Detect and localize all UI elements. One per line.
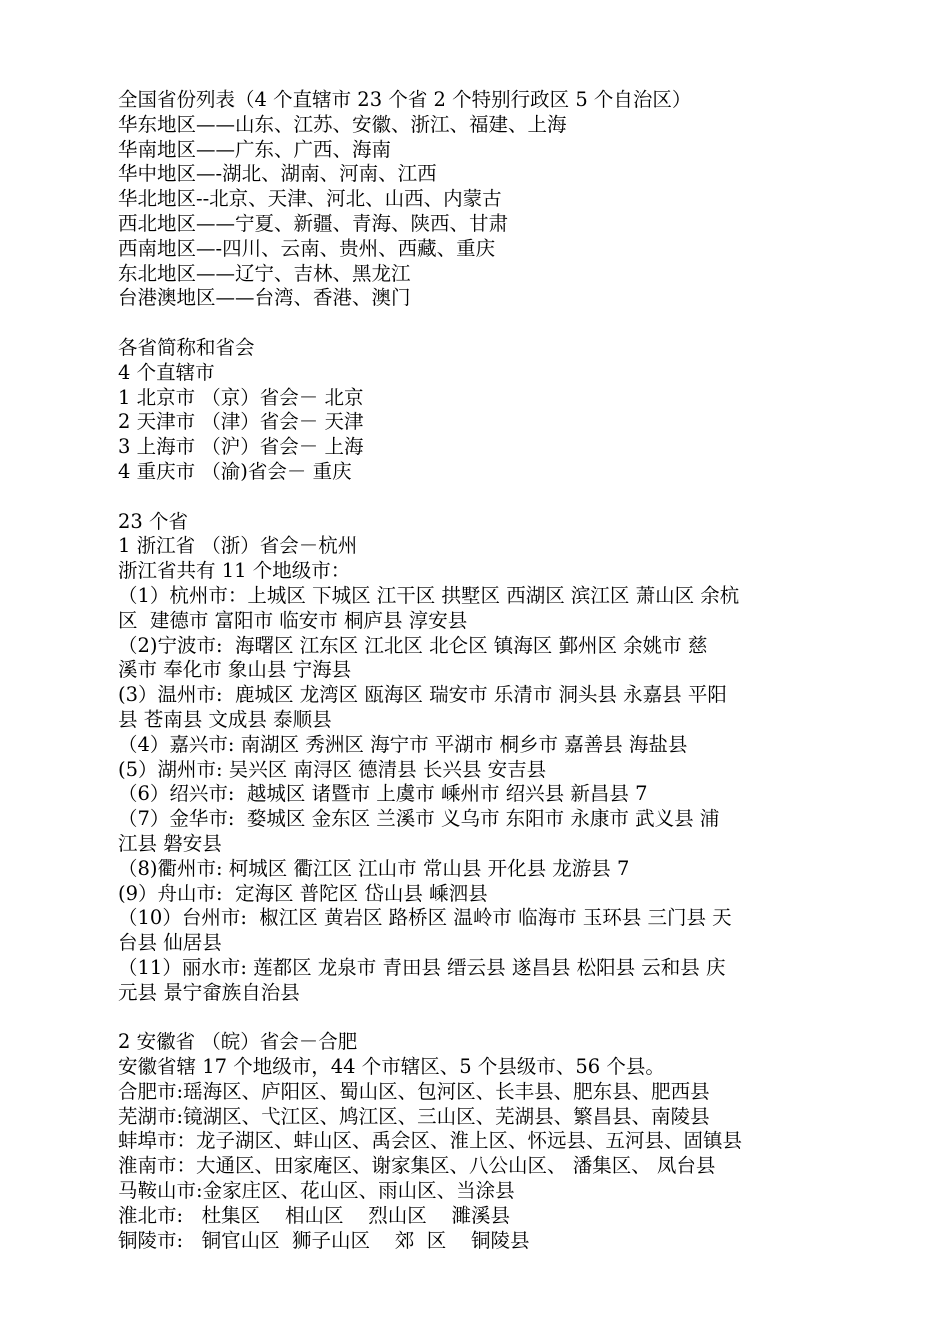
text-line: 华北地区--北京、天津、河北、山西、内蒙古 xyxy=(118,187,502,211)
text-line: 2 天津市 （津）省会－ 天津 xyxy=(118,410,364,434)
text-line: 合肥市:瑶海区、庐阳区、蜀山区、包河区、长丰县、肥东县、肥西县 xyxy=(118,1079,710,1103)
text-line: 元县 景宁畲族自治县 xyxy=(118,980,300,1004)
text-line: 3 上海市 （沪）省会－ 上海 xyxy=(118,435,364,459)
text-line: (5）湖州市: 吴兴区 南浔区 德清县 长兴县 安吉县 xyxy=(118,757,547,781)
text-line: 华东地区——山东、江苏、安徽、浙江、福建、上海 xyxy=(118,112,567,136)
text-line: （8)衢州市: 柯城区 衢江区 江山市 常山县 开化县 龙游县 7 xyxy=(118,856,630,880)
text-line: 西北地区——宁夏、新疆、青海、陕西、甘肃 xyxy=(118,211,509,235)
text-line: 县 苍南县 文成县 泰顺县 xyxy=(118,707,332,731)
text-line: （6）绍兴市: 越城区 诸暨市 上虞市 嵊州市 绍兴县 新昌县 7 xyxy=(118,782,648,806)
text-line: 1 浙江省 （浙）省会－杭州 xyxy=(118,534,358,558)
text-line: 浙江省共有 11 个地级市： xyxy=(118,559,351,583)
text-line: 安徽省辖 17 个地级市，44 个市辖区、5 个县级市、56 个县。 xyxy=(118,1055,665,1079)
text-line: 铜陵市: 铜官山区 狮子山区 郊 区 铜陵县 xyxy=(118,1228,530,1252)
text-line: 1 北京市 （京）省会－ 北京 xyxy=(118,385,364,409)
text-line: 江县 磐安县 xyxy=(118,831,222,855)
text-line: （2)宁波市: 海曙区 江东区 江北区 北仑区 镇海区 鄞州区 余姚市 慈 xyxy=(118,633,708,657)
text-line: 淮南市：大通区、田家庵区、谢家集区、八公山区、 潘集区、 凤台县 xyxy=(118,1154,716,1178)
text-line: （11）丽水市: 莲都区 龙泉市 青田县 缙云县 遂昌县 松阳县 云和县 庆 xyxy=(118,955,726,979)
text-line: 4 个直辖市 xyxy=(118,360,215,384)
blank-line xyxy=(118,311,858,336)
text-line: (9）舟山市: 定海区 普陀区 岱山县 嵊泗县 xyxy=(118,881,488,905)
text-line: 区 建德市 富阳市 临安市 桐庐县 淳安县 xyxy=(118,608,468,632)
text-line: 华南地区——广东、广西、海南 xyxy=(118,137,392,161)
text-line: 2 安徽省 （皖）省会－合肥 xyxy=(118,1030,358,1054)
text-line: （7）金华市: 婺城区 金东区 兰溪市 义乌市 东阳市 永康市 武义县 浦 xyxy=(118,807,720,831)
text-line: 西南地区—-四川、云南、贵州、西藏、重庆 xyxy=(118,236,496,260)
text-line: (3）温州市: 鹿城区 龙湾区 瓯海区 瑞安市 乐清市 洞头县 永嘉县 平阳 xyxy=(118,683,727,707)
document-body xyxy=(118,88,858,1253)
text-line: 4 重庆市 （渝)省会－ 重庆 xyxy=(118,459,352,483)
text-line: 23 个省 xyxy=(118,509,189,533)
text-line: 芜湖市:镜湖区、弋江区、鸠江区、三山区、芜湖县、繁昌县、南陵县 xyxy=(118,1104,710,1128)
text-line: （10）台州市: 椒江区 黄岩区 路桥区 温岭市 临海市 玉环县 三门县 天 xyxy=(118,906,732,930)
text-line: 马鞍山市:金家庄区、花山区、雨山区、当涂县 xyxy=(118,1179,515,1203)
blank-line xyxy=(118,485,858,510)
blank-line xyxy=(118,1005,858,1030)
text-line: 溪市 奉化市 象山县 宁海县 xyxy=(118,658,352,682)
text-line: 华中地区—-湖北、湖南、河南、江西 xyxy=(118,162,437,186)
text-line: 蚌埠市：龙子湖区、蚌山区、禹会区、淮上区、怀远县、五河县、固镇县 xyxy=(118,1129,743,1153)
text-line: （1）杭州市：上城区 下城区 江干区 拱墅区 西湖区 滨江区 萧山区 余杭 xyxy=(118,583,740,607)
text-line: 东北地区——辽宁、吉林、黑龙江 xyxy=(118,261,411,285)
text-line: 淮北市: 杜集区 相山区 烈山区 濉溪县 xyxy=(118,1203,511,1227)
text-line: 台县 仙居县 xyxy=(118,931,222,955)
text-line: 各省简称和省会 xyxy=(118,335,255,359)
text-line: （4）嘉兴市: 南湖区 秀洲区 海宁市 平湖市 桐乡市 嘉善县 海盐县 xyxy=(118,732,688,756)
text-line: 台港澳地区——台湾、香港、澳门 xyxy=(118,286,411,310)
text-line: 全国省份列表（4 个直辖市 23 个省 2 个特别行政区 5 个自治区） xyxy=(118,88,692,111)
